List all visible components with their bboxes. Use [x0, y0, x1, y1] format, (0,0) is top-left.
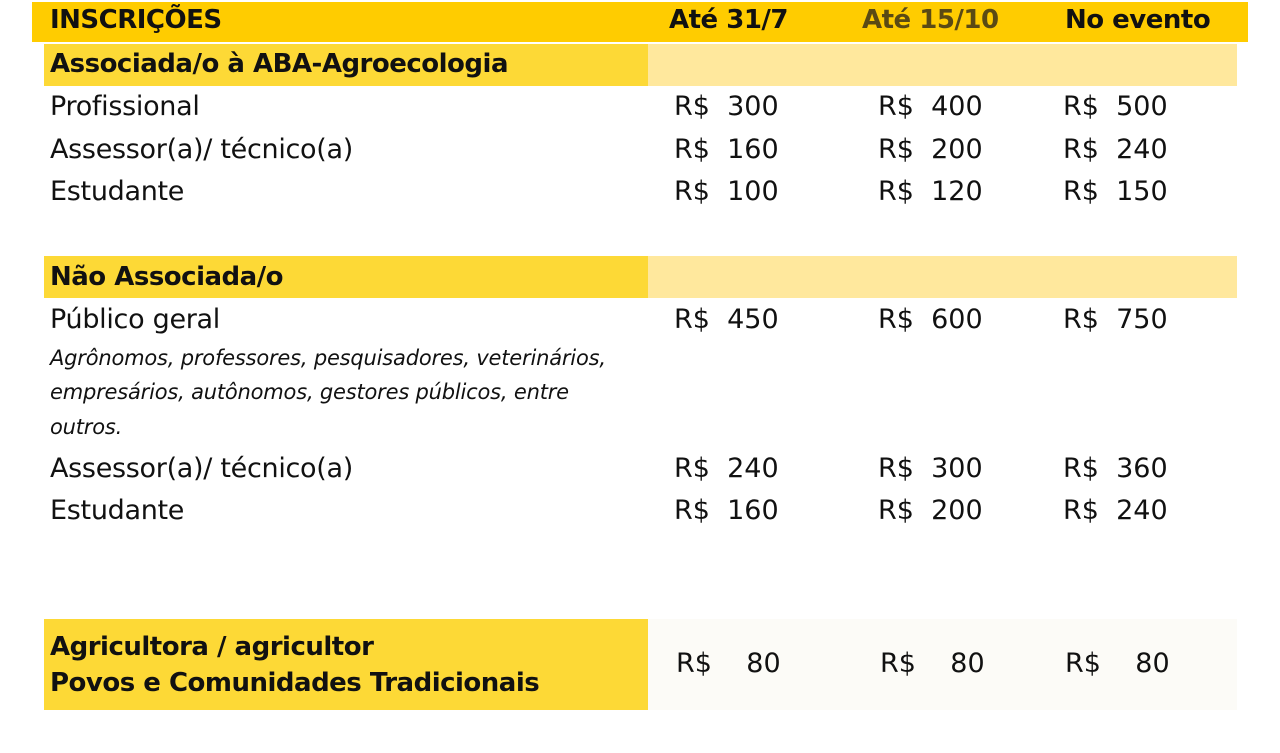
page-title: INSCRIÇÕES: [50, 5, 222, 35]
column-header-at-event: No evento: [1065, 5, 1211, 35]
note-line: empresários, autônomos, gestores públicos, entre: [50, 380, 569, 404]
price-cell: R$ 300: [878, 453, 983, 484]
price-cell: R$ 240: [1063, 495, 1168, 526]
price-cell: R$ 80: [880, 648, 985, 679]
price-cell: R$ 360: [1063, 453, 1168, 484]
price-cell: R$ 120: [878, 176, 983, 207]
row-label-general-public: Público geral: [50, 304, 221, 335]
price-cell: R$ 80: [676, 648, 781, 679]
row-label-advisor: Assessor(a)/ técnico(a): [50, 453, 353, 484]
section-title-members: Associada/o à ABA-Agroecologia: [50, 49, 508, 79]
price-cell: R$ 80: [1065, 648, 1170, 679]
section-title-traditional-communities: Povos e Comunidades Tradicionais: [50, 668, 540, 698]
price-cell: R$ 160: [674, 134, 779, 165]
price-cell: R$ 750: [1063, 304, 1168, 335]
price-cell: R$ 160: [674, 495, 779, 526]
row-label-advisor: Assessor(a)/ técnico(a): [50, 134, 353, 165]
row-label-student: Estudante: [50, 176, 185, 207]
row-label-professional: Profissional: [50, 91, 200, 122]
price-cell: R$ 200: [878, 134, 983, 165]
price-cell: R$ 200: [878, 495, 983, 526]
price-cell: R$ 150: [1063, 176, 1168, 207]
price-cell: R$ 400: [878, 91, 983, 122]
price-cell: R$ 240: [1063, 134, 1168, 165]
column-header-until-15-10: Até 15/10: [862, 5, 999, 35]
price-cell: R$ 240: [674, 453, 779, 484]
note-line: outros.: [50, 415, 123, 439]
section-title-farmers: Agricultora / agricultor: [50, 632, 374, 662]
price-cell: R$ 300: [674, 91, 779, 122]
price-cell: R$ 100: [674, 176, 779, 207]
section-bar-members-fill: [648, 44, 1237, 86]
note-line: Agrônomos, professores, pesquisadores, veterinários,: [50, 346, 606, 370]
section-bar-non-members-fill: [648, 256, 1237, 298]
price-cell: R$ 450: [674, 304, 779, 335]
column-header-until-31-7: Até 31/7: [669, 5, 789, 35]
price-cell: R$ 500: [1063, 91, 1168, 122]
section-title-non-members: Não Associada/o: [50, 262, 284, 292]
row-label-student: Estudante: [50, 495, 185, 526]
price-cell: R$ 600: [878, 304, 983, 335]
